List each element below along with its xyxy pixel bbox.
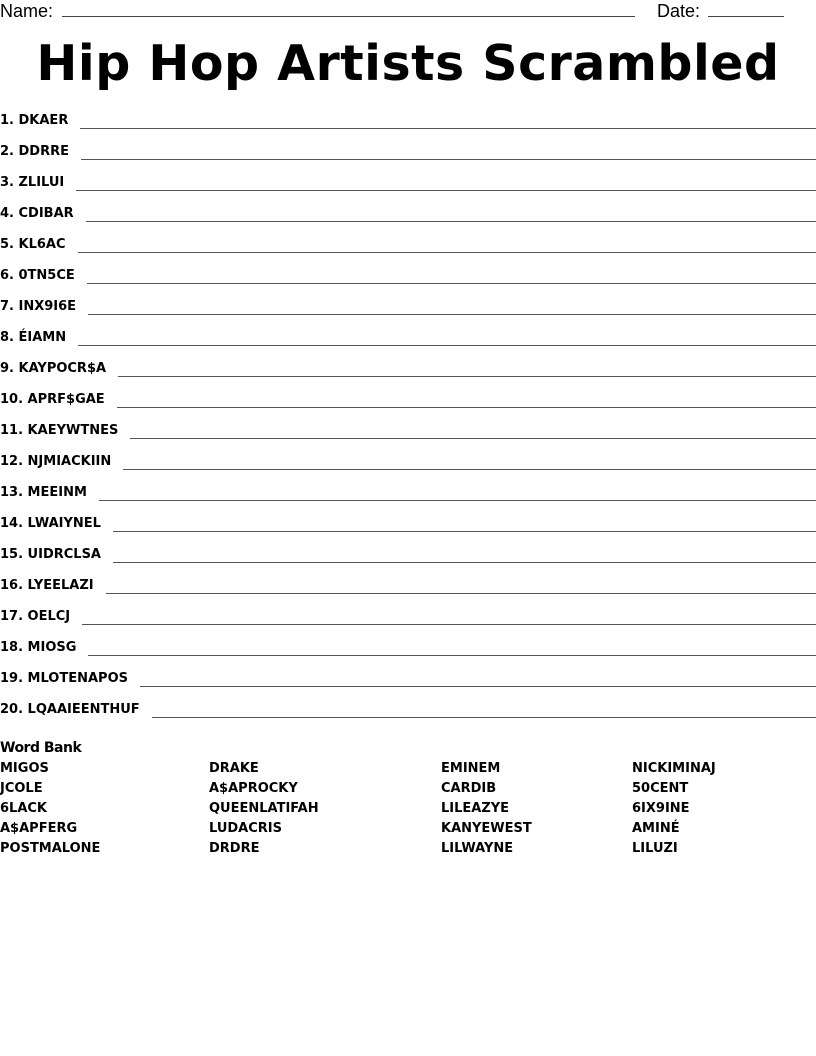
answer-line[interactable] (86, 221, 816, 222)
question-item (0, 545, 816, 576)
question-item (0, 452, 816, 483)
word-bank-word: 50CENT (632, 781, 689, 796)
word-bank-word: POSTMALONE (0, 841, 101, 856)
question-text: 17. OELCJ (0, 609, 71, 624)
question-text: 1. DKAER (0, 113, 69, 128)
word-bank-word: LILEAZYE (441, 801, 510, 816)
word-bank-title: Word Bank (0, 740, 82, 756)
answer-line[interactable] (106, 593, 816, 594)
date-label: Date: (657, 1, 701, 21)
answer-line[interactable] (88, 314, 816, 315)
name-label: Name: (0, 1, 54, 21)
word-bank-row (0, 800, 816, 820)
question-item (0, 514, 816, 545)
answer-line[interactable] (76, 190, 816, 191)
answer-line[interactable] (80, 128, 816, 129)
word-bank-word: LILWAYNE (441, 841, 514, 856)
answer-line[interactable] (118, 376, 816, 377)
question-text: 11. KAEYWTNES (0, 423, 119, 438)
word-bank-word: MIGOS (0, 761, 49, 776)
question-text: 2. DDRRE (0, 144, 69, 159)
page-title: Hip Hop Artists Scrambled (36, 35, 780, 92)
word-bank-word: A$APROCKY (209, 781, 298, 796)
question-item (0, 607, 816, 638)
question-text: 12. NJMIACKIIN (0, 454, 112, 469)
question-text: 20. LQAAIEENTHUF (0, 702, 140, 717)
question-text: 4. CDIBAR (0, 206, 74, 221)
question-item (0, 359, 816, 390)
question-text: 7. INX9I6E (0, 299, 77, 314)
question-item (0, 297, 816, 328)
word-bank-row (0, 840, 816, 860)
question-list (0, 111, 816, 731)
word-bank-word: AMINÉ (632, 821, 680, 836)
question-item (0, 142, 816, 173)
answer-line[interactable] (82, 624, 816, 625)
word-bank-word: CARDIB (441, 781, 497, 796)
question-text: 10. APRF$GAE (0, 392, 105, 407)
question-item (0, 173, 816, 204)
answer-line[interactable] (152, 717, 816, 718)
question-text: 13. MEEINM (0, 485, 87, 500)
word-bank-row (0, 780, 816, 800)
answer-line[interactable] (117, 407, 816, 408)
word-bank-word: A$APFERG (0, 821, 78, 836)
question-text: 3. ZLILUI (0, 175, 65, 190)
word-bank (0, 739, 816, 860)
answer-line[interactable] (113, 562, 816, 563)
word-bank-word: EMINEM (441, 761, 501, 776)
word-bank-word: JCOLE (0, 781, 43, 796)
answer-line[interactable] (87, 283, 816, 284)
answer-line[interactable] (88, 655, 816, 656)
answer-line[interactable] (140, 686, 816, 687)
question-text: 16. LYEELAZI (0, 578, 94, 593)
word-bank-word: DRDRE (209, 841, 260, 856)
word-bank-row (0, 760, 816, 780)
answer-line[interactable] (113, 531, 816, 532)
question-text: 8. ÉIAMN (0, 330, 67, 345)
word-bank-row (0, 820, 816, 840)
word-bank-grid (0, 760, 816, 860)
question-text: 14. LWAIYNEL (0, 516, 101, 531)
word-bank-word: QUEENLATIFAH (209, 801, 319, 816)
word-bank-word: NICKIMINAJ (632, 761, 716, 776)
answer-line[interactable] (78, 345, 816, 346)
question-text: 19. MLOTENAPOS (0, 671, 128, 686)
question-text: 9. KAYPOCR$A (0, 361, 107, 376)
date-field[interactable] (708, 16, 784, 17)
question-text: 18. MIOSG (0, 640, 77, 655)
question-item (0, 700, 816, 731)
question-item (0, 204, 816, 235)
answer-line[interactable] (130, 438, 816, 439)
word-bank-word: DRAKE (209, 761, 259, 776)
word-bank-word: 6IX9INE (632, 801, 690, 816)
question-text: 15. UIDRCLSA (0, 547, 101, 562)
question-item (0, 328, 816, 359)
word-bank-word: LUDACRIS (209, 821, 282, 836)
word-bank-word: KANYEWEST (441, 821, 532, 836)
answer-line[interactable] (123, 469, 816, 470)
question-text: 5. KL6AC (0, 237, 66, 252)
question-item (0, 669, 816, 700)
question-item (0, 266, 816, 297)
question-item (0, 111, 816, 142)
question-item (0, 235, 816, 266)
answer-line[interactable] (99, 500, 816, 501)
question-item (0, 421, 816, 452)
answer-line[interactable] (78, 252, 816, 253)
question-item (0, 483, 816, 514)
answer-line[interactable] (81, 159, 816, 160)
question-text: 6. 0TN5CE (0, 268, 75, 283)
name-field[interactable] (62, 16, 635, 17)
name-date-header (0, 0, 816, 22)
question-item (0, 638, 816, 669)
question-item (0, 576, 816, 607)
word-bank-word: 6LACK (0, 801, 48, 816)
question-item (0, 390, 816, 421)
word-bank-word: LILUZI (632, 841, 678, 856)
